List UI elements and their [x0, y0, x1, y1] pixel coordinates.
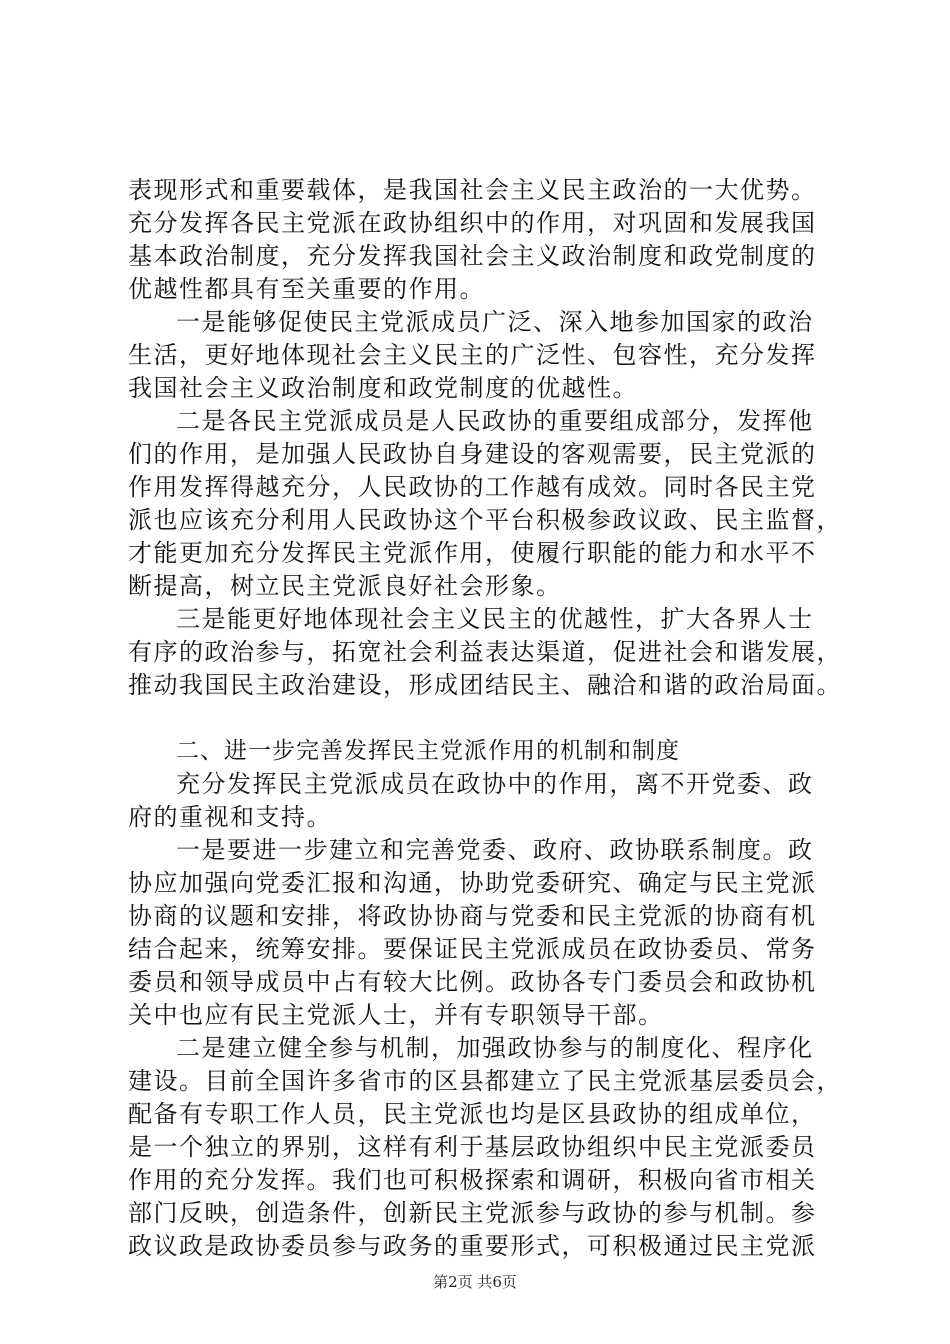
text-line: 优越性都具有至关重要的作用。	[128, 275, 485, 303]
text-line: 委员和领导成员中占有较大比例。政协各专门委员会和政协机	[128, 968, 817, 996]
text-line: 结合起来，统筹安排。要保证民主党派成员在政协委员、常务	[128, 935, 817, 963]
text-line: 府的重视和支持。	[128, 803, 332, 831]
text-line: 协商的议题和安排，将政协协商与党委和民主党派的协商有机	[128, 902, 817, 930]
paragraph-first-line: 三是能更好地体现社会主义民主的优越性，扩大各界人士	[176, 605, 814, 633]
text-line: 作用的充分发挥。我们也可积极探索和调研，积极向省市相关	[128, 1166, 817, 1194]
text-line: 生活，更好地体现社会主义民主的广泛性、包容性，充分发挥	[128, 341, 817, 369]
text-line: 充分发挥各民主党派在政协组织中的作用，对巩固和发展我国	[128, 209, 817, 237]
paragraph-first-line: 二是各民主党派成员是人民政协的重要组成部分，发挥他	[176, 407, 814, 435]
text-line: 派也应该充分利用人民政协这个平台积极参政议政、民主监督，	[128, 506, 842, 534]
text-line: 有序的政治参与，拓宽社会利益表达渠道，促进社会和谐发展，	[128, 638, 842, 666]
paragraph-first-line: 一是要进一步建立和完善党委、政府、政协联系制度。政	[176, 836, 814, 864]
paragraph-first-line: 二是建立健全参与机制，加强政协参与的制度化、程序化	[176, 1034, 814, 1062]
text-line: 断提高，树立民主党派良好社会形象。	[128, 572, 562, 600]
text-line: 部门反映，创造条件，创新民主党派参与政协的参与机制。参	[128, 1199, 817, 1227]
text-line: 作用发挥得越充分，人民政协的工作越有成效。同时各民主党	[128, 473, 817, 501]
text-line: 政议政是政协委员参与政务的重要形式，可积极通过民主党派	[128, 1232, 817, 1260]
text-line: 基本政治制度，充分发挥我国社会主义政治制度和政党制度的	[128, 242, 817, 270]
text-line: 协应加强向党委汇报和沟通，协助党委研究、确定与民主党派	[128, 869, 817, 897]
text-line: 我国社会主义政治制度和政党制度的优越性。	[128, 374, 638, 402]
text-line: 配备有专职工作人员，民主党派也均是区县政协的组成单位，	[128, 1100, 817, 1128]
paragraph-first-line: 充分发挥民主党派成员在政协中的作用，离不开党委、政	[176, 770, 814, 798]
text-line: 才能更加充分发挥民主党派作用，使履行职能的能力和水平不	[128, 539, 817, 567]
text-line: 推动我国民主政治建设，形成团结民主、融洽和谐的政治局面。	[128, 671, 842, 699]
text-line: 是一个独立的界别，这样有利于基层政协组织中民主党派委员	[128, 1133, 817, 1161]
text-line: 们的作用，是加强人民政协自身建设的客观需要，民主党派的	[128, 440, 817, 468]
text-line: 关中也应有民主党派人士，并有专职领导干部。	[128, 1001, 664, 1029]
paragraph-first-line: 一是能够促使民主党派成员广泛、深入地参加国家的政治	[176, 308, 814, 336]
text-line: 建设。目前全国许多省市的区县都建立了民主党派基层委员会，	[128, 1067, 842, 1095]
text-line: 表现形式和重要载体，是我国社会主义民主政治的一大优势。	[128, 176, 817, 204]
section-heading: 二、进一步完善发挥民主党派作用的机制和制度	[176, 738, 680, 764]
page-number-footer: 第2页 共6页	[433, 1273, 517, 1291]
